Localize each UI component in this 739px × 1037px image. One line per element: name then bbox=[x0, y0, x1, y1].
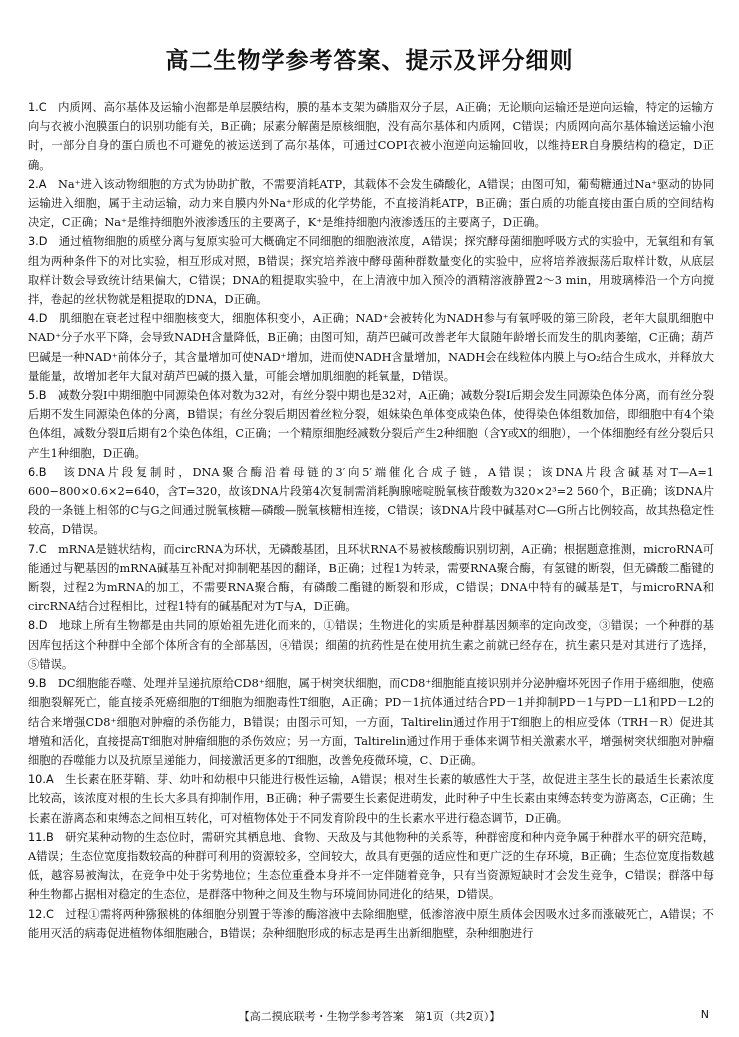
answer-number: 1.C bbox=[28, 101, 47, 114]
answer-text: mRNA是链状结构，而circRNA为环状，无磷酸基团，且环状RNA不易被核酸酶识别切割，A正确；根据题意推测，microRNA可能通过与靶基因的mRNA碱基互补配对抑制靶基因的翻译，B正确；过程1为转录，需要RNA聚合酶，有氢键的断裂，但无磷酸二酯键的断裂，过程2为mRNA的加工，不需要RNA聚合酶，有磷酸二酯键的断裂和形成，C错误；DNA中特有的碱基是T，与microRNA和circRNA结合过程相比，过程1特有的碱基配对为T与A，D正确。 bbox=[28, 542, 714, 614]
answer-item bbox=[28, 232, 714, 309]
answer-number: 7.C bbox=[28, 542, 47, 556]
answer-text: 通过植物细胞的质壁分离与复原实验可大概确定不同细胞的细胞液浓度，A错误；探究酵母菌细胞呼吸方式的实验中，无氧组和有氧组为两种条件下的对比实验，相互形成对照，B错误；探究培养液中酵母菌种群数量变化的实验中，应将培养液振荡后取样计数，从底层取样计数会导致统计结果偏大，C错误；DNA的粗提取实验中，在上清液中加入预冷的酒精溶液静置2～3 min，用玻璃棒沿一个方向搅拌，卷起的丝状物就是粗提取的DNA，D正确。 bbox=[28, 235, 714, 307]
answer-number: 5.B bbox=[28, 389, 47, 403]
answer-item bbox=[28, 828, 714, 905]
answer-item bbox=[28, 175, 714, 233]
answer-text: 生长素在胚芽鞘、芽、幼叶和幼根中只能进行极性运输，A错误；根对生长素的敏感性大于茎，故促进主茎生长的最适生长素浓度比较高，该浓度对根的生长大多具有抑制作用，B正确；种子需要生长素促进萌发，此时种子中生长素由束缚态转变为游离态，C正确；生长素在游离态和束缚态之间相互转化，可对植物体处于不同发育阶段中的生长素水平进行稳态调节，D正确。 bbox=[28, 773, 714, 825]
answer-number: 8.D bbox=[28, 619, 48, 633]
answer-number: 12.C bbox=[28, 907, 54, 921]
answer-text: 内质网、高尔基体及运输小泡都是单层膜结构，膜的基本支架为磷脂双分子层，A正确；无论顺向运输还是逆向运输，特定的运输方向与衣被小泡膜蛋白的识别功能有关，B正确；尿素分解菌是原核细胞，没有高尔基体和内质网，C错误；内质网向高尔基体输送运输小泡时，一部分自身的蛋白质也不可避免的被运送到了高尔基体，可通过COPI衣被小泡逆向运输回收，以维持ER自身膜结构的稳定，D正确。 bbox=[28, 101, 714, 172]
answer-item bbox=[28, 98, 714, 175]
answer-number: 9.B bbox=[28, 677, 47, 691]
answer-text: Na⁺进入该动物细胞的方式为协助扩散，不需要消耗ATP，其载体不会发生磷酸化，A错误；由图可知，葡萄糖通过Na⁺驱动的协同运输进入细胞，属于主动运输，动力来自膜内外Na⁺形成的化学势能，不直接消耗ATP，B正确；蛋白质的功能直接由蛋白质的空间结构决定，C正确；Na⁺是维持细胞外液渗透压的主要离子，K⁺是维持细胞内液渗透压的主要离子，D正确。 bbox=[28, 177, 714, 230]
answer-text: 该DNA片段复制时，DNA聚合酶沿着母链的3′向5′端催化合成子链，A错误；该DNA片段含碱基对T—A=1 600−800×0.6×2=640，含T=320，故该DNA片段第4次复制需消耗胸腺嘧啶脱氧核苷酸数为320×2³=2 560个，B正确；该DNA片段的一条链上相邻的C与G之间通过脱氧核糖—磷酸—脱氧核糖相连接，C错误；该DNA片段中碱基对C—G所占比例较高，故其热稳定性较高，D错误。 bbox=[28, 465, 714, 537]
answer-item bbox=[28, 540, 714, 617]
answer-number: 6.B bbox=[28, 465, 47, 479]
answer-item bbox=[28, 905, 714, 943]
answer-item bbox=[28, 770, 714, 828]
answer-number: 4.D bbox=[28, 312, 48, 326]
answer-text: 研究某种动物的生态位时，需研究其栖息地、食物、天敌及与其他物种的关系等，种群密度和种内竞争属于种群水平的研究范畴，A错误；生态位宽度指数较高的种群可利用的资源较多，空间较大，故具有更强的适应性和更广泛的生存环境，B正确；生态位宽度指数越低，越容易被淘汰，在竞争中处于劣势地位；生态位重叠本身并不一定伴随着竞争，只有当资源短缺时才会发生竞争，C错误；群落中每种生物都占据相对稳定的生态位，是群落中物种之间及生物与环境间协同进化的结果，D错误。 bbox=[28, 830, 714, 902]
answer-number: 2.A bbox=[28, 177, 47, 191]
answer-text: 减数分裂Ⅰ中期细胞中同源染色体对数为32对，有丝分裂中期也是32对，A正确；减数分裂Ⅰ后期会发生同源染色体分离，而有丝分裂后期不发生同源染色体的分离，B错误；有丝分裂后期因着丝粒分裂，姐妹染色单体变成染色体，使得染色体组数加倍，即细胞中有4个染色体组，减数分裂Ⅱ后期有2个染色体组，C正确；一个精原细胞经减数分裂后产生2种细胞（含Y或X的细胞），一个体细胞经有丝分裂后只产生1种细胞，D正确。 bbox=[28, 389, 714, 460]
answer-number: 10.A bbox=[28, 773, 54, 787]
answer-text: 肌细胞在衰老过程中细胞核变大，细胞体积变小，A正确；NAD⁺会被转化为NADH参与有氧呼吸的第三阶段，老年大鼠肌细胞中NAD⁺分子水平下降，会导致NADH含量降低，B正确；由图可知，葫芦巴碱可改善老年大鼠随年龄增长而发生的肌肉萎缩，C正确；葫芦巴碱是一种NAD⁺前体分子，其含量增加可使NAD⁺增加，进而使NADH含量增加，NADH会在线粒体内膜上与O₂结合生成水，并释放大量能量，故增加老年大鼠对葫芦巴碱的摄入量，可能会增加肌细胞的耗氧量，D错误。 bbox=[28, 312, 714, 383]
answer-number: 11.B bbox=[28, 830, 54, 844]
answer-list bbox=[28, 98, 714, 943]
answer-item bbox=[28, 674, 714, 770]
answer-text: 地球上所有生物都是由共同的原始祖先进化而来的，①错误；生物进化的实质是种群基因频率的定向改变，③错误；一个种群的基因库包括这个种群中全部个体所含有的全部基因，④错误；细菌的抗药性是在使用抗生素之前就已经存在，抗生素只是对其进行了选择，⑤错误。 bbox=[28, 619, 714, 671]
answer-item bbox=[28, 386, 714, 463]
answer-item bbox=[28, 463, 714, 540]
answer-number: 3.D bbox=[28, 235, 48, 249]
answer-item bbox=[28, 309, 714, 386]
page-title: 高二生物学参考答案、提示及评分细则 bbox=[165, 48, 574, 74]
answer-text: 过程①需将两种猕猴桃的体细胞分别置于等渗的酶溶液中去除细胞壁，低渗溶液中原生质体会因吸水过多而涨破死亡，A错误；不能用灭活的病毒促进植物体细胞融合，B错误；杂种细胞形成的标志是再生出新细胞壁，杂种细胞进行 bbox=[28, 907, 714, 940]
answer-text: DC细胞能吞噬、处理并呈递抗原给CD8⁺细胞，属于树突状细胞，而CD8⁺细胞能直接识别并分泌肿瘤坏死因子作用于癌细胞，使癌细胞裂解死亡，能直接杀死癌细胞的T细胞为细胞毒性T细胞，A正确；PD－1抗体通过结合PD－1并抑制PD－1与PD－L1和PD－L2的结合来增强CD8⁺细胞对肿瘤的杀伤能力，B错误；由图示可知，一方面，Taltirelin通过作用于T细胞上的相应受体（TRH－R）促进其增殖和活化，直接提高T细胞对肿瘤细胞的杀伤效应；另一方面，Taltirelin通过作用于垂体来调节相关激素水平，增强树突状细胞对肿瘤细胞的吞噬能力以及抗原呈递能力，间接激活更多的T细胞，改善免疫微环境，C、D正确。 bbox=[28, 677, 714, 767]
footer-mark: N bbox=[700, 1008, 709, 1021]
answer-item bbox=[28, 616, 714, 674]
page-footer: 【高二摸底联考・生物学参考答案 第1页（共2页）】 bbox=[238, 1010, 501, 1023]
